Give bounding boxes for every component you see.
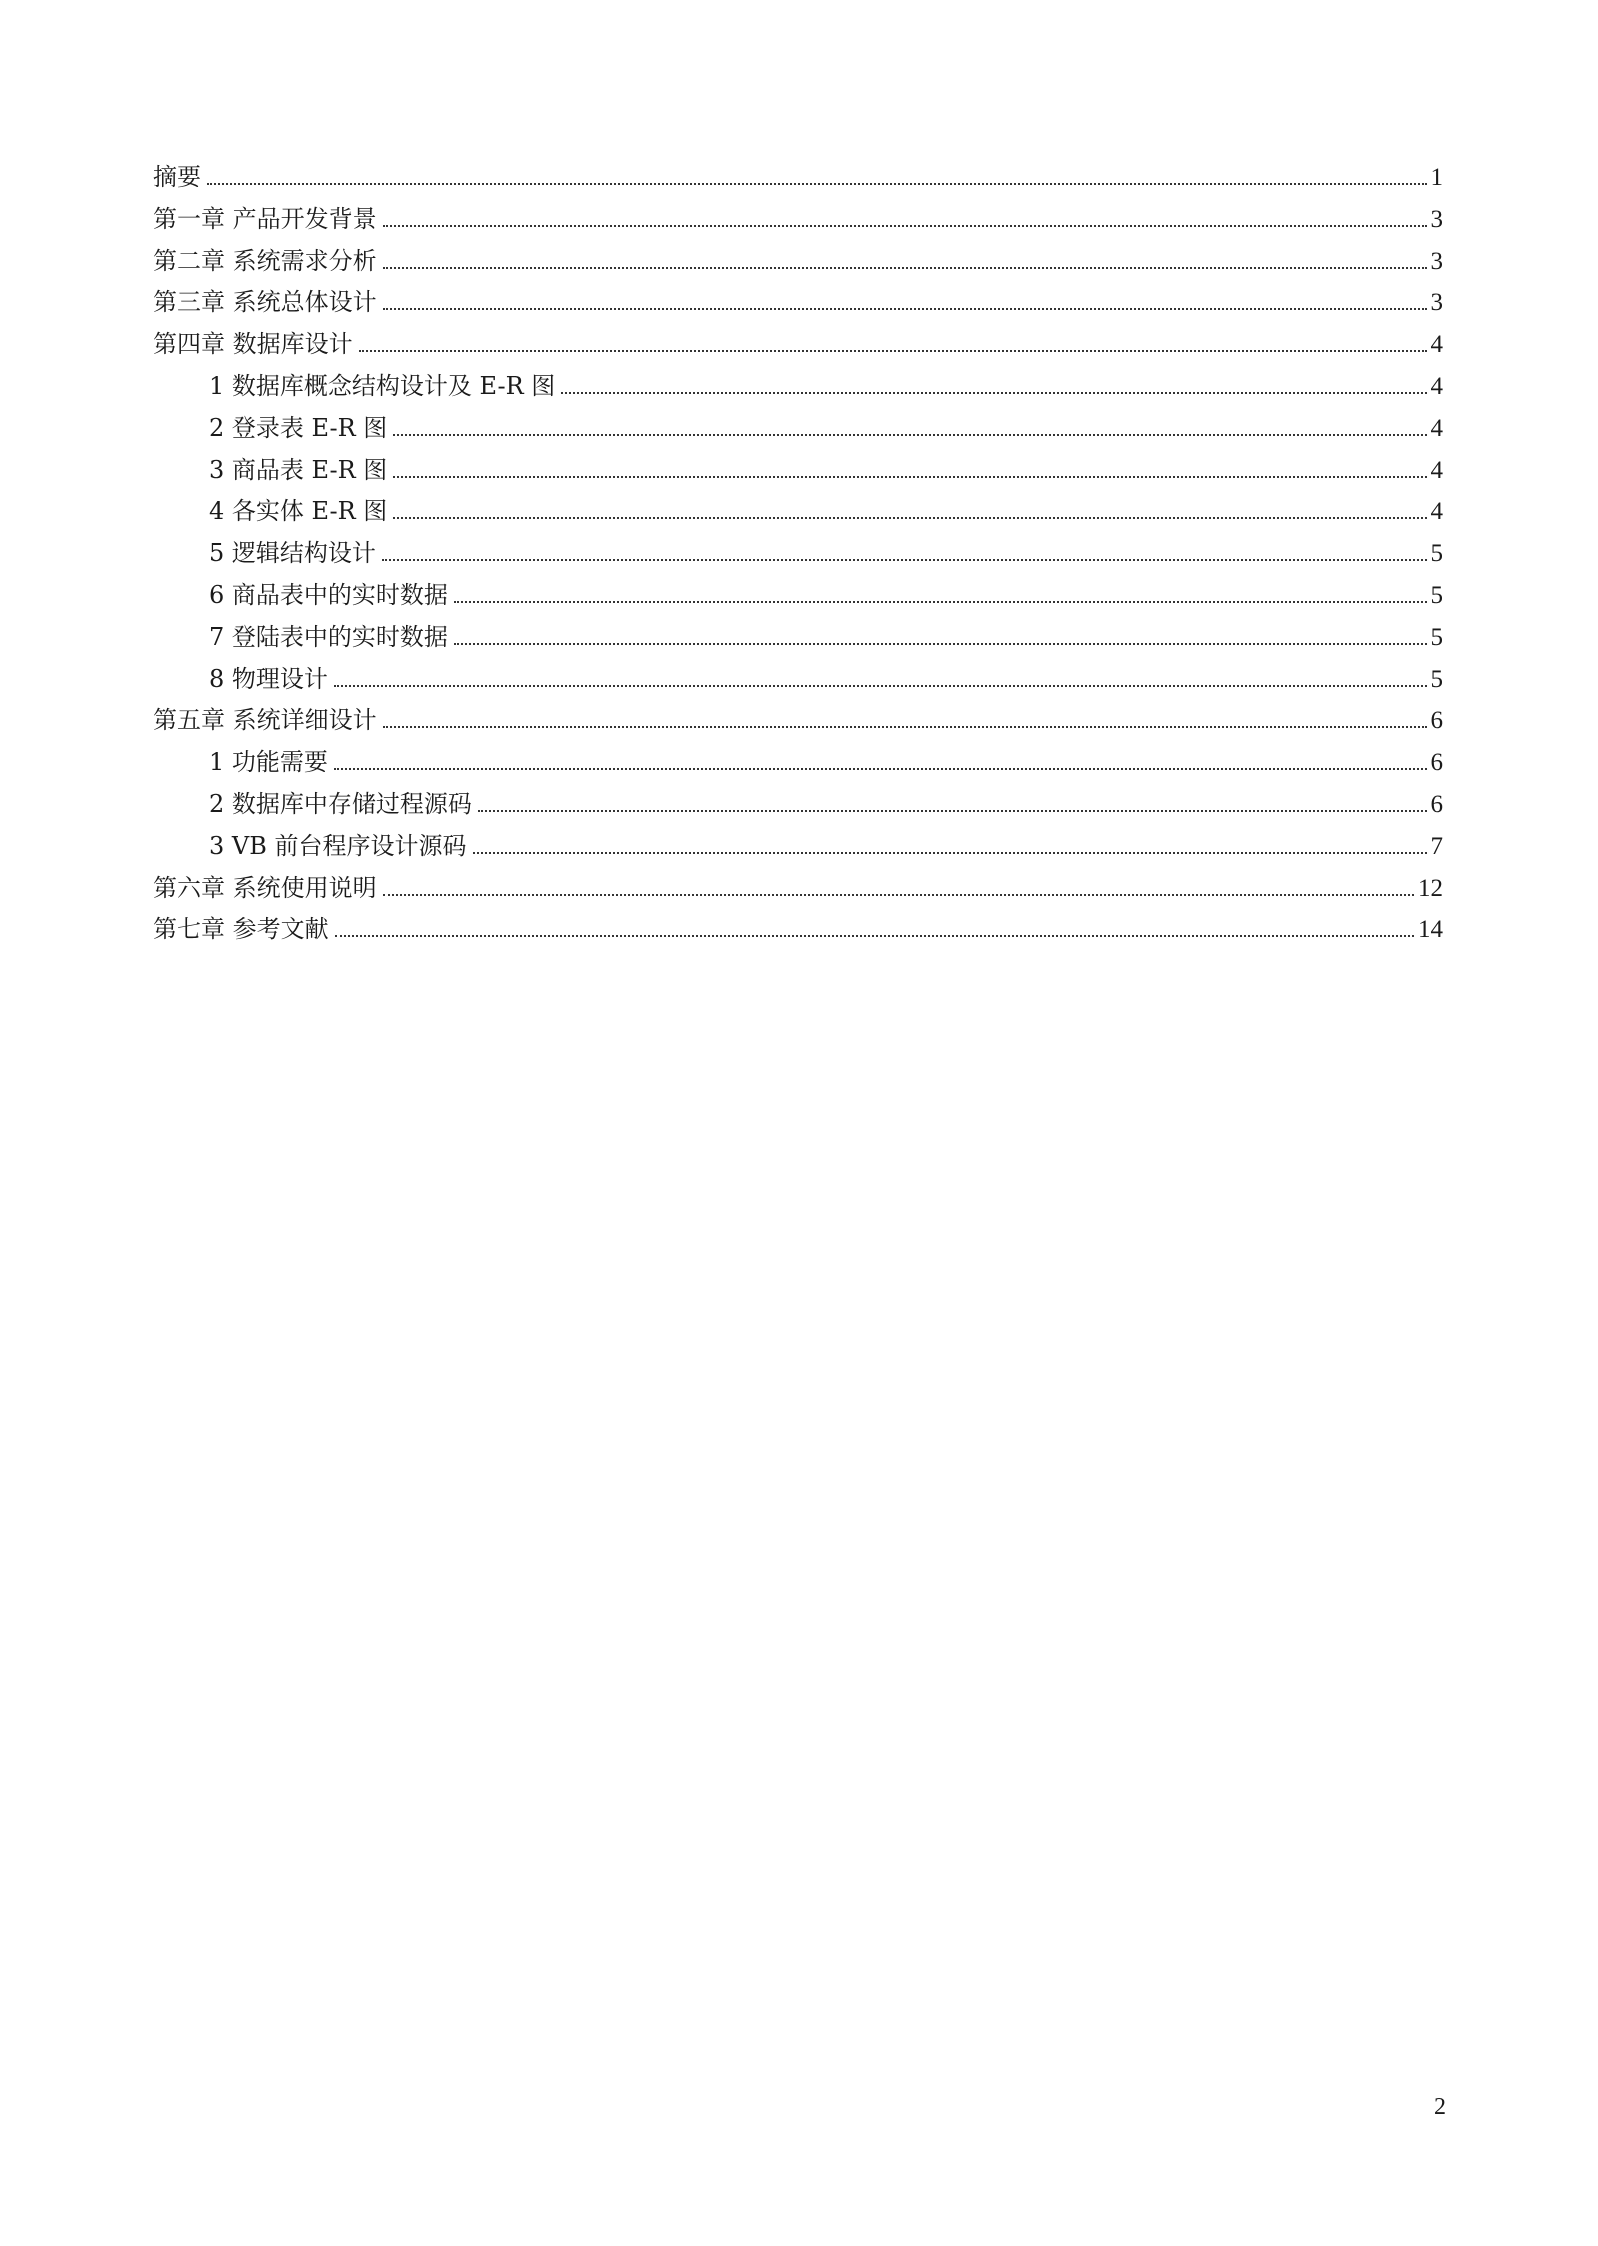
toc-entry-title: 7 登陆表中的实时数据 — [209, 622, 448, 651]
toc-entry-section-5-3[interactable] — [153, 826, 1443, 868]
toc-entry-section-4-7[interactable] — [153, 617, 1443, 659]
toc-entry-page: 5 — [1430, 665, 1443, 693]
toc-entry-chapter-4[interactable] — [153, 324, 1443, 366]
toc-entry-page: 3 — [1430, 247, 1443, 275]
toc-entry-section-5-2[interactable] — [153, 784, 1443, 826]
toc-entry-chapter-3[interactable] — [153, 282, 1443, 324]
toc-entry-section-4-2[interactable] — [153, 408, 1443, 450]
toc-entry-page: 5 — [1430, 581, 1443, 609]
toc-entry-section-4-4[interactable] — [153, 491, 1443, 533]
toc-leader-dots — [207, 183, 1427, 185]
toc-leader-dots — [383, 894, 1414, 896]
toc-entry-section-4-5[interactable] — [153, 533, 1443, 575]
toc-entry-section-4-6[interactable] — [153, 575, 1443, 617]
toc-entry-title: 5 逻辑结构设计 — [209, 539, 376, 568]
toc-entry-title: 1 功能需要 — [209, 748, 328, 777]
toc-entry-page: 3 — [1430, 205, 1443, 233]
toc-entry-title: 2 登录表 E-R 图 — [209, 413, 388, 442]
toc-entry-title: 2 数据库中存储过程源码 — [209, 789, 472, 818]
toc-entry-page: 1 — [1430, 164, 1443, 191]
toc-entry-section-4-8[interactable] — [153, 659, 1443, 701]
toc-entry-title: 4 各实体 E-R 图 — [209, 497, 388, 526]
toc-leader-dots — [561, 392, 1426, 394]
toc-leader-dots — [334, 768, 1427, 770]
toc-entry-section-4-1[interactable] — [153, 366, 1443, 408]
toc-leader-dots — [393, 517, 1426, 519]
toc-leader-dots — [383, 726, 1427, 728]
toc-entry-page: 7 — [1430, 832, 1443, 860]
toc-entry-chapter-2[interactable] — [153, 241, 1443, 283]
toc-entry-page: 6 — [1430, 790, 1443, 818]
toc-entry-title: 3 商品表 E-R 图 — [209, 455, 388, 484]
toc-entry-page: 4 — [1430, 331, 1443, 359]
toc-entry-chapter-1[interactable] — [153, 199, 1443, 241]
toc-entry-title: 6 商品表中的实时数据 — [209, 580, 448, 609]
toc-entry-section-4-3[interactable] — [153, 450, 1443, 492]
toc-entry-abstract[interactable] — [153, 157, 1443, 199]
toc-leader-dots — [359, 350, 1427, 352]
toc-entry-page: 6 — [1430, 707, 1443, 735]
toc-leader-dots — [383, 225, 1427, 227]
toc-leader-dots — [473, 852, 1427, 854]
toc-entry-page: 3 — [1430, 289, 1443, 317]
table-of-contents — [153, 157, 1443, 951]
toc-entry-title: 第四章 数据库设计 — [153, 330, 353, 359]
toc-entry-page: 12 — [1418, 874, 1443, 902]
toc-entry-page: 5 — [1430, 540, 1443, 568]
toc-entry-page: 5 — [1430, 623, 1443, 651]
toc-entry-title: 第六章 系统使用说明 — [153, 873, 377, 902]
toc-leader-dots — [454, 643, 1427, 645]
toc-entry-title: 8 物理设计 — [209, 664, 328, 693]
toc-entry-page: 4 — [1430, 414, 1443, 442]
toc-leader-dots — [382, 559, 1427, 561]
toc-entry-title: 第七章 参考文献 — [153, 915, 329, 944]
toc-leader-dots — [334, 685, 1427, 687]
toc-entry-title: 3 VB 前台程序设计源码 — [209, 831, 467, 860]
toc-leader-dots — [393, 476, 1426, 478]
toc-entry-title: 第五章 系统详细设计 — [153, 706, 377, 735]
toc-entry-title: 第一章 产品开发背景 — [153, 204, 377, 233]
toc-entry-title: 摘要 — [153, 163, 201, 191]
toc-entry-title: 1 数据库概念结构设计及 E-R 图 — [209, 371, 556, 400]
toc-entry-page: 4 — [1430, 456, 1443, 484]
toc-entry-chapter-5[interactable] — [153, 700, 1443, 742]
toc-entry-chapter-6[interactable] — [153, 868, 1443, 910]
toc-leader-dots — [393, 434, 1426, 436]
toc-leader-dots — [335, 935, 1414, 937]
toc-leader-dots — [478, 810, 1427, 812]
toc-leader-dots — [383, 267, 1427, 269]
toc-leader-dots — [454, 601, 1427, 603]
toc-entry-page: 4 — [1430, 372, 1443, 400]
page-number: 2 — [1434, 2094, 1446, 2120]
toc-entry-title: 第二章 系统需求分析 — [153, 246, 377, 275]
toc-leader-dots — [383, 308, 1427, 310]
toc-entry-section-5-1[interactable] — [153, 742, 1443, 784]
toc-entry-page: 4 — [1430, 498, 1443, 526]
toc-entry-chapter-7[interactable] — [153, 909, 1443, 951]
toc-entry-page: 14 — [1418, 916, 1443, 944]
toc-entry-page: 6 — [1430, 749, 1443, 777]
toc-entry-title: 第三章 系统总体设计 — [153, 288, 377, 317]
